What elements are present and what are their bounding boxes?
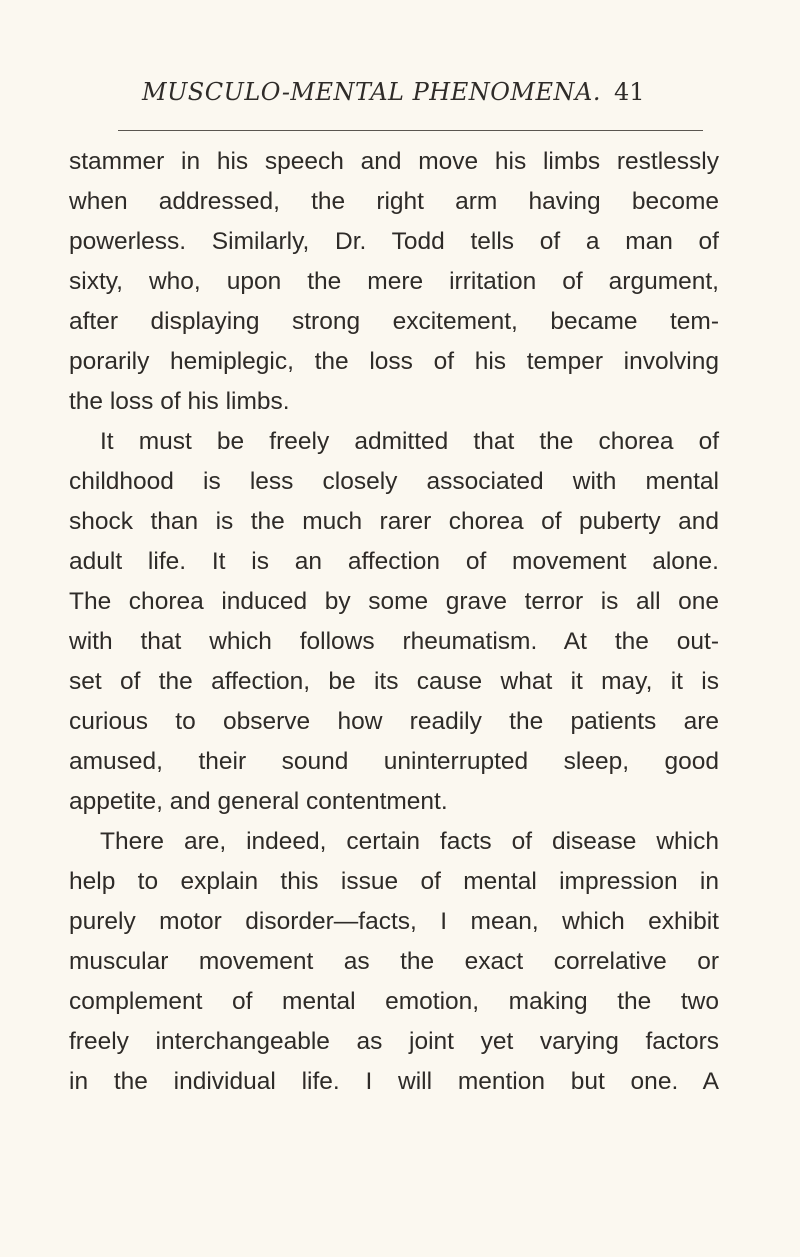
text-line: when addressed, the right arm having become — [69, 188, 719, 215]
text-line: help to explain this issue of mental impression in — [69, 868, 719, 895]
text-line: muscular movement as the exact correlative or — [69, 948, 719, 975]
text-line: set of the affection, be its cause what it may, it is — [69, 668, 719, 695]
text-line: in the individual life. I will mention but one. A — [69, 1068, 719, 1095]
text-line: amused, their sound uninterrupted sleep, good — [69, 748, 719, 775]
text-line: with that which follows rheumatism. At the out- — [69, 628, 719, 655]
text-line: freely interchangeable as joint yet varying factors — [69, 1028, 719, 1055]
text-line: the loss of his limbs. — [69, 388, 290, 415]
text-line: sixty, who, upon the mere irritation of argument, — [69, 268, 719, 295]
text-line: powerless. Similarly, Dr. Todd tells of a man of — [69, 228, 719, 255]
text-line: purely motor disorder—facts, I mean, which exhibit — [69, 908, 719, 935]
text-line: adult life. It is an affection of movement alone. — [69, 548, 719, 575]
page-number: 41 — [614, 78, 645, 106]
text-line: It must be freely admitted that the chorea of — [100, 428, 719, 455]
header-rule — [118, 130, 703, 131]
text-line: childhood is less closely associated with mental — [69, 468, 719, 495]
running-title: MUSCULO-MENTAL PHENOMENA. — [142, 78, 601, 106]
text-line: porarily hemiplegic, the loss of his temper involving — [69, 348, 719, 375]
text-line: appetite, and general contentment. — [69, 788, 448, 815]
text-line: complement of mental emotion, making the two — [69, 988, 719, 1015]
text-line: after displaying strong excitement, became tem- — [69, 308, 719, 335]
body-text — [69, 142, 719, 1102]
text-line: stammer in his speech and move his limbs restlessly — [69, 148, 719, 175]
text-line: There are, indeed, certain facts of disease which — [100, 828, 719, 855]
text-line: shock than is the much rarer chorea of puberty and — [69, 508, 719, 535]
text-line: curious to observe how readily the patients are — [69, 708, 719, 735]
text-line: The chorea induced by some grave terror is all one — [69, 588, 719, 615]
